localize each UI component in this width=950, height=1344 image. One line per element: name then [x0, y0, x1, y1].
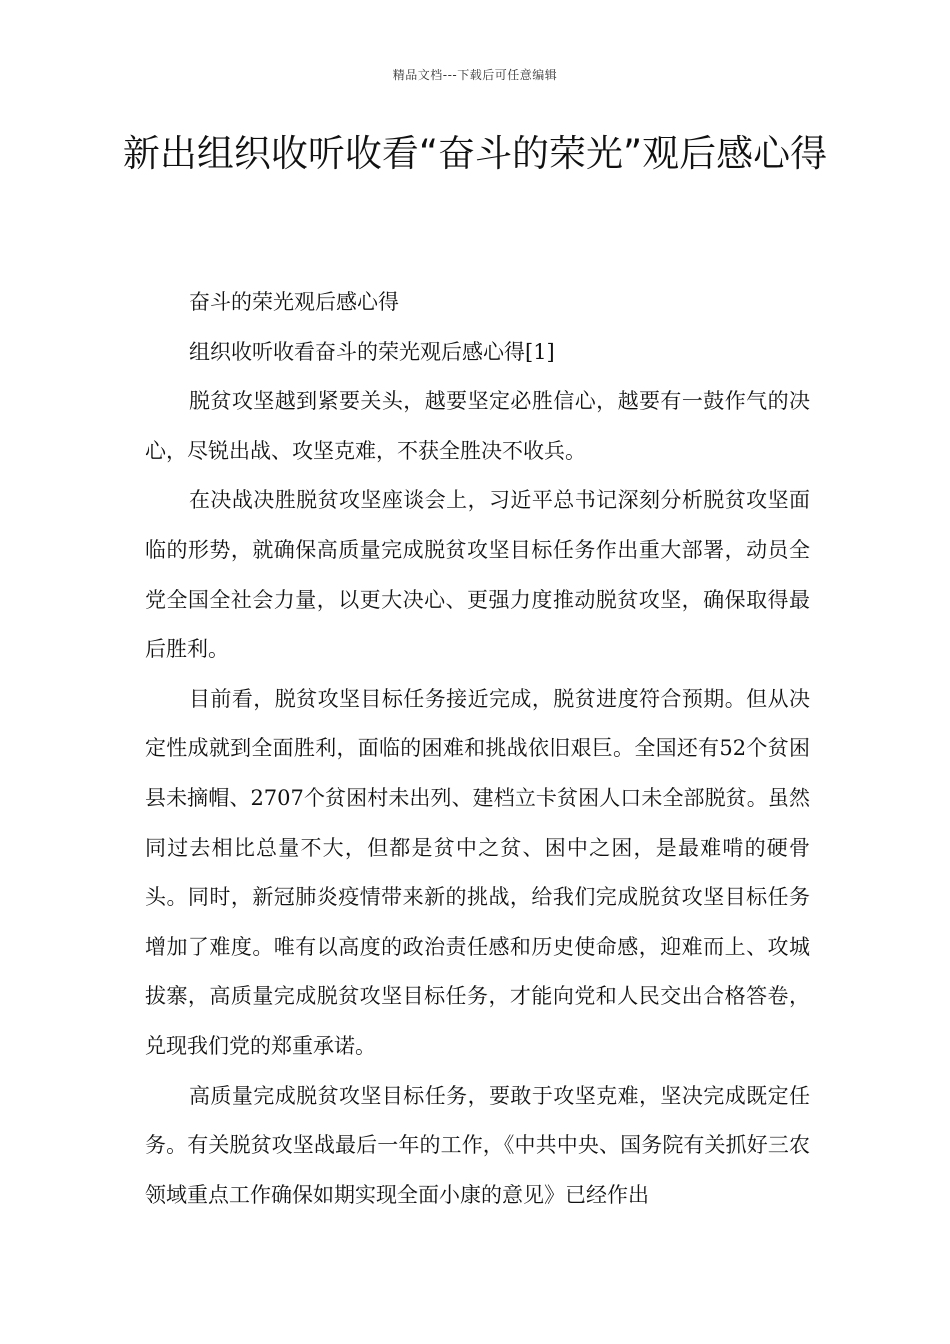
paragraph: 在决战决胜脱贫攻坚座谈会上，习近平总书记深刻分析脱贫攻坚面临的形势，就确保高质量完成脱贫攻坚目标任务作出重大部署，动员全党全国全社会力量，以更大决心、更强力度推动脱贫攻坚，确保取得最后胜利。 — [145, 488, 810, 662]
header-note: 精品文档---下载后可任意编辑 — [392, 68, 558, 82]
paragraph-heading: 组织收听收看奋斗的荣光观后感心得[1] — [189, 339, 555, 364]
paragraph-subtitle: 奋斗的荣光观后感心得 — [189, 290, 399, 314]
paragraph: 高质量完成脱贫攻坚目标任务，要敢于攻坚克难，坚决完成既定任务。有关脱贫攻坚战最后一年的工作，《中共中央、国务院有关抓好三农领域重点工作确保如期实现全面小康的意见》已经作出 — [145, 1083, 810, 1207]
paragraph: 目前看，脱贫攻坚目标任务接近完成，脱贫进度符合预期。但从决定性成就到全面胜利，面临的困难和挑战依旧艰巨。全国还有52个贫困县未摘帽、2707个贫困村未出列、建档立卡贫困人口未全部脱贫。虽然同过去相比总量不大，但都是贫中之贫、困中之困，是最难啃的硬骨头。同时，新冠肺炎疫情带来新的挑战，给我们完成脱贫攻坚目标任务增加了难度。唯有以高度的政治责任感和历史使命感，迎难而上、攻城拔寨，高质量完成脱贫攻坚目标任务，才能向党和人民交出合格答卷，兑现我们党的郑重承诺。 — [145, 686, 810, 1058]
paragraph: 脱贫攻坚越到紧要关头，越要坚定必胜信心，越要有一鼓作气的决心，尽锐出战、攻坚克难，不获全胜决不收兵。 — [145, 389, 810, 463]
document-title: 新出组织收听收看“奋斗的荣光”观后感心得 — [122, 132, 828, 175]
document-body — [145, 278, 810, 1220]
